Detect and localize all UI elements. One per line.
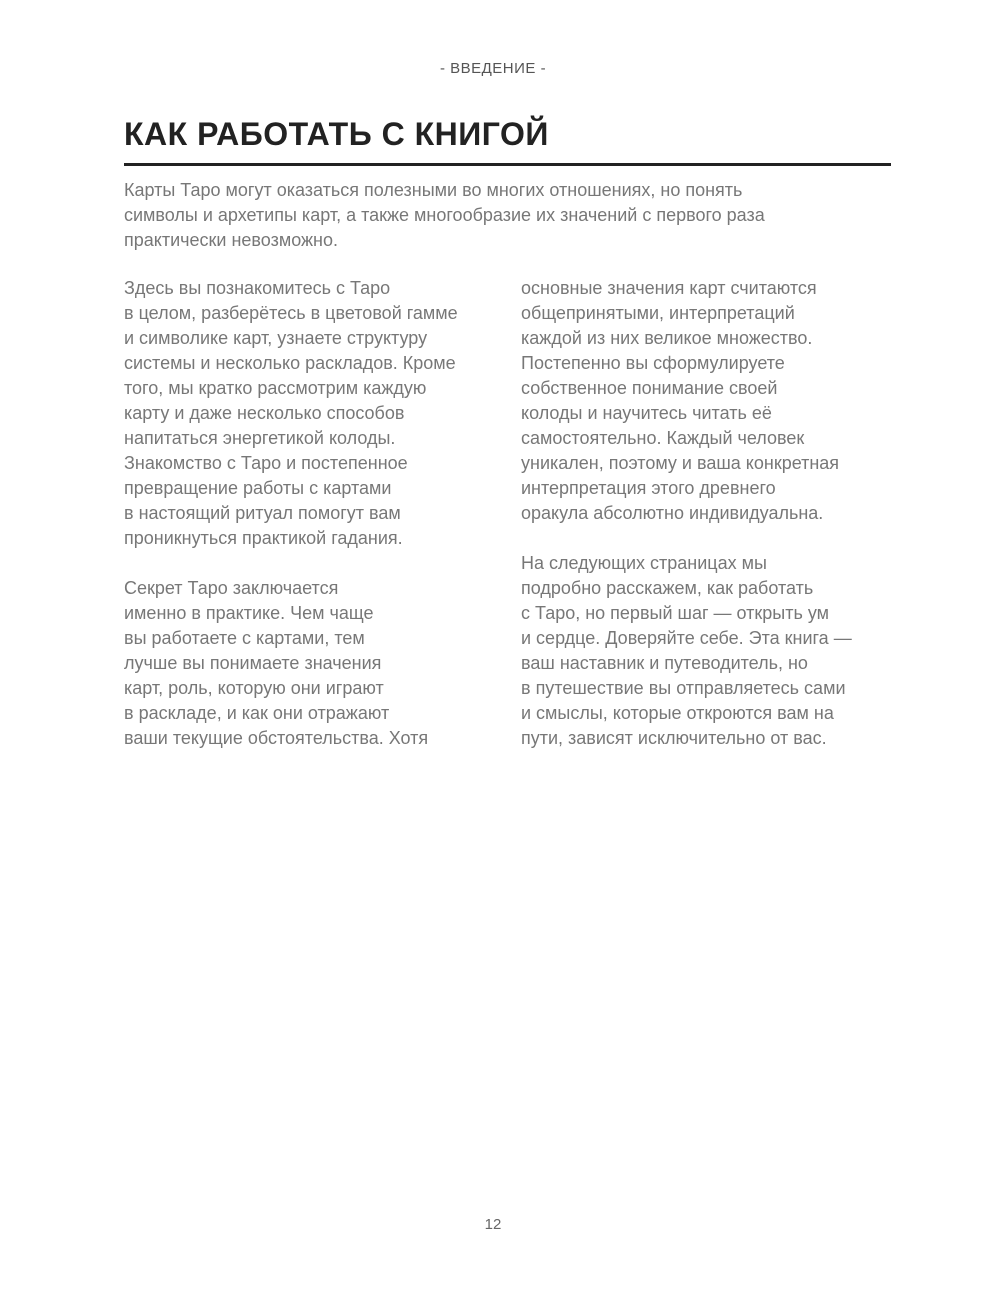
text-line: карту и даже несколько способов [124, 403, 405, 423]
text-line: проникнуться практикой гадания. [124, 528, 403, 548]
title-divider [124, 163, 891, 166]
intro-line: символы и архетипы карт, а также многообразие их значений с первого раза [124, 205, 765, 225]
text-line: каждой из них великое множество. [521, 328, 813, 348]
text-line: именно в практике. Чем чаще [124, 603, 374, 623]
right-column [521, 276, 891, 776]
text-line: колоды и научитесь читать её [521, 403, 772, 423]
text-line: основные значения карт считаются [521, 278, 817, 298]
text-line: в целом, разберётесь в цветовой гамме [124, 303, 458, 323]
text-line: вы работаете с картами, тем [124, 628, 365, 648]
text-line: собственное понимание своей [521, 378, 778, 398]
text-line: превращение работы с картами [124, 478, 392, 498]
text-line: Секрет Таро заключается [124, 578, 339, 598]
left-paragraph-2 [124, 576, 504, 751]
text-line: уникален, поэтому и ваша конкретная [521, 453, 840, 473]
intro-line: Карты Таро могут оказаться полезными во многих отношениях, но понять [124, 180, 743, 200]
page-number: 12 [484, 1216, 502, 1233]
text-line: лучше вы понимаете значения [124, 653, 382, 673]
text-line: того, мы кратко рассмотрим каждую [124, 378, 427, 398]
text-line: карт, роль, которую они играют [124, 678, 384, 698]
left-paragraph-1 [124, 276, 504, 551]
page-title: КАК РАБОТАТЬ С КНИГОЙ [124, 116, 549, 152]
running-header: - ВВЕДЕНИЕ - [439, 60, 547, 77]
text-line: системы и несколько раскладов. Кроме [124, 353, 456, 373]
text-line: ваш наставник и путеводитель, но [521, 653, 808, 673]
text-line: подробно расскажем, как работать [521, 578, 814, 598]
text-line: Здесь вы познакомитесь с Таро [124, 278, 391, 298]
text-line: общепринятыми, интерпретаций [521, 303, 795, 323]
text-line: Постепенно вы сформулируете [521, 353, 785, 373]
text-line: Знакомство с Таро и постепенное [124, 453, 408, 473]
intro-paragraph [124, 178, 864, 253]
text-line: в настоящий ритуал помогут вам [124, 503, 401, 523]
text-line: и смыслы, которые откроются вам на [521, 703, 834, 723]
text-line: ваши текущие обстоятельства. Хотя [124, 728, 429, 748]
text-line: напитаться энергетикой колоды. [124, 428, 396, 448]
right-paragraph-1 [521, 276, 891, 526]
left-column [124, 276, 504, 776]
text-line: самостоятельно. Каждый человек [521, 428, 805, 448]
text-line: и символике карт, узнаете структуру [124, 328, 428, 348]
text-line: в путешествие вы отправляетесь сами [521, 678, 846, 698]
text-line: интерпретация этого древнего [521, 478, 776, 498]
text-line: пути, зависят исключительно от вас. [521, 728, 827, 748]
intro-line: практически невозможно. [124, 230, 339, 250]
text-line: и сердце. Доверяйте себе. Эта книга — [521, 628, 852, 648]
right-paragraph-2 [521, 551, 891, 751]
text-line: На следующих страницах мы [521, 553, 767, 573]
text-line: с Таро, но первый шаг — открыть ум [521, 603, 829, 623]
text-line: оракула абсолютно индивидуальна. [521, 503, 824, 523]
text-line: в раскладе, и как они отражают [124, 703, 390, 723]
